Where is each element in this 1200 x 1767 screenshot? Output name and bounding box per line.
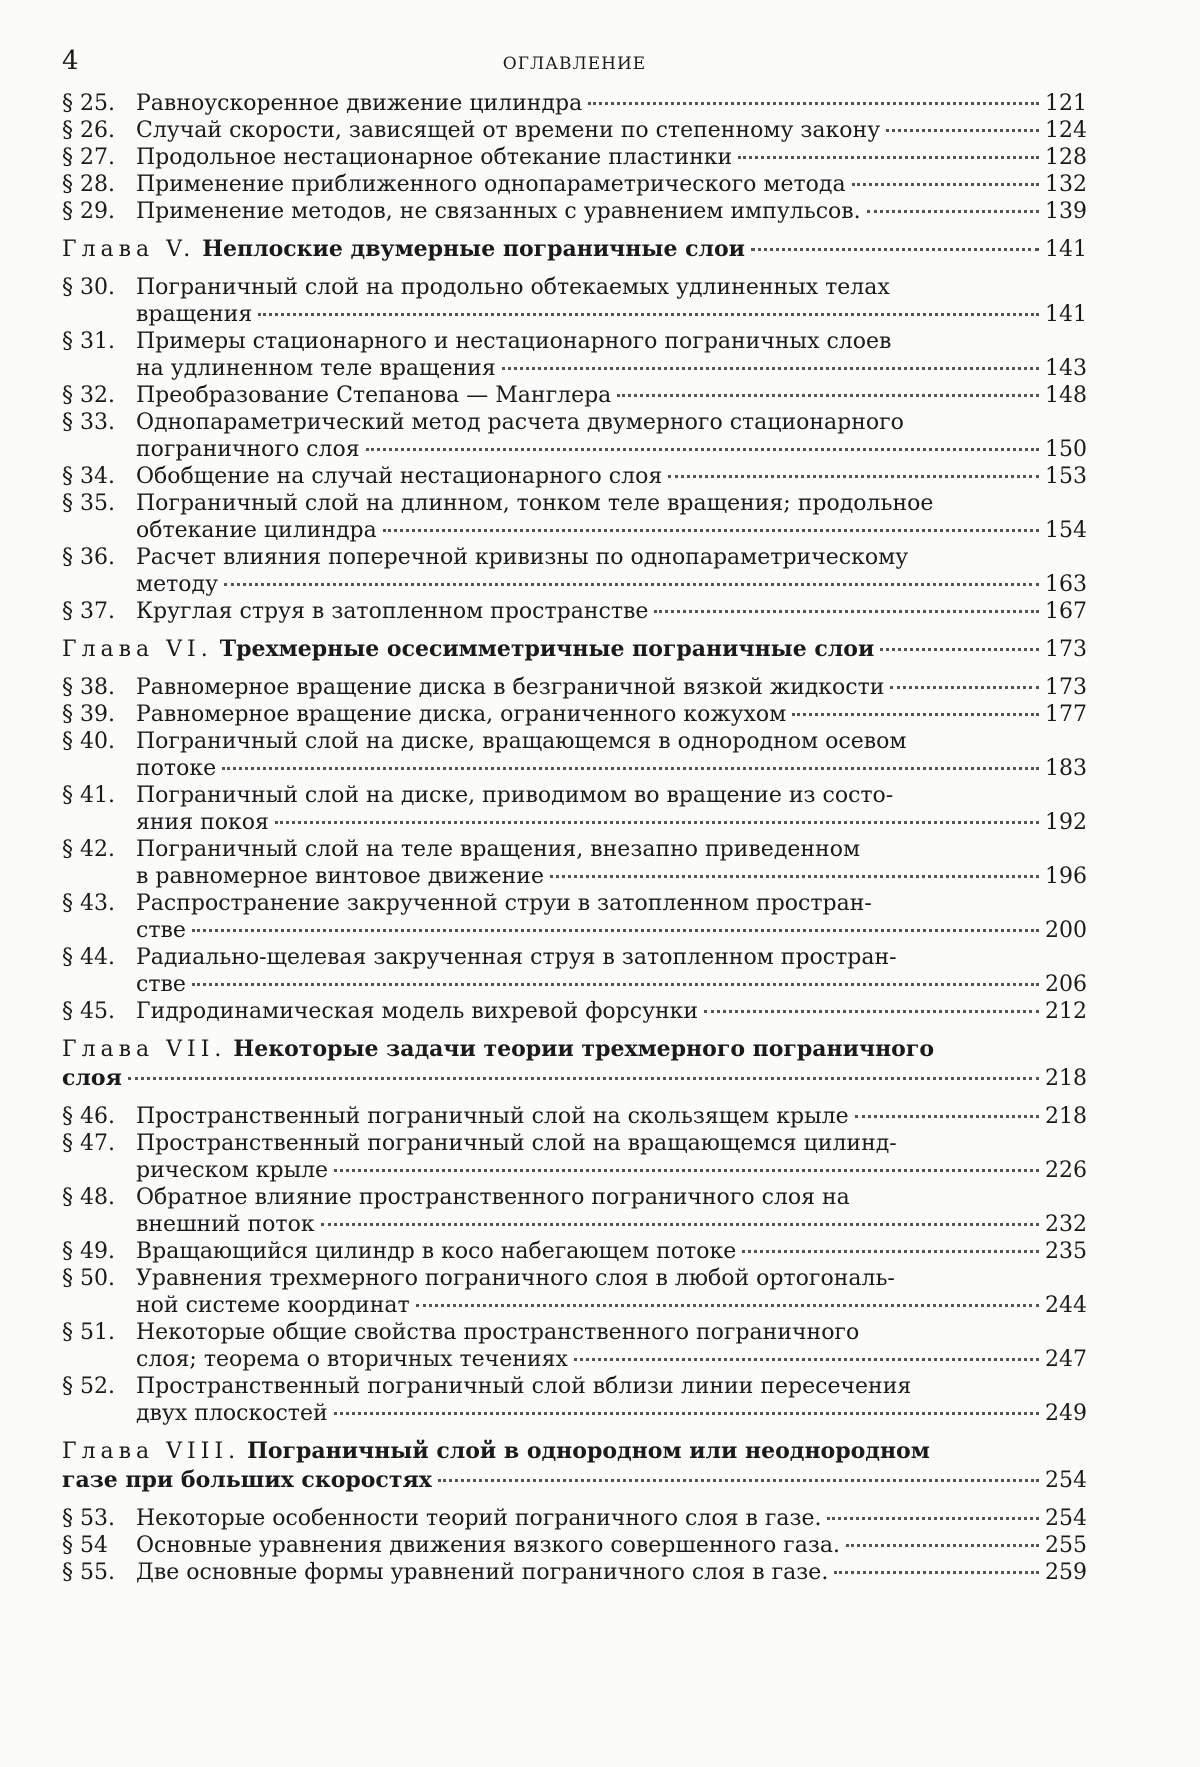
entry-body (136, 198, 1087, 225)
section-title: Пространственный пограничный слой вблизи линии пересечения (136, 1374, 912, 1399)
dot-leader (834, 1571, 1039, 1574)
page-ref: 218 (1045, 1104, 1087, 1129)
section-title: Обобщение на случай нестационарного слоя (136, 464, 663, 489)
chapter-title: газе при больших скоростях (62, 1467, 432, 1493)
entry-line (136, 971, 1087, 998)
entry-body (136, 117, 1087, 144)
entry-body (136, 544, 1087, 598)
entry-body (136, 90, 1087, 117)
entry-line (136, 598, 1087, 625)
entry-line (136, 436, 1087, 463)
page-number: 4 (62, 46, 79, 76)
page-ref: 183 (1045, 756, 1087, 781)
entry-body (136, 1130, 1087, 1184)
section-title: стве (136, 918, 186, 943)
page-ref: 218 (1045, 1066, 1087, 1091)
page-ref: 167 (1045, 599, 1087, 624)
dot-leader (128, 1077, 1039, 1080)
dot-leader (334, 1412, 1039, 1415)
section-number: § 29. (62, 199, 115, 224)
entry-line (136, 1532, 1087, 1559)
section-number: § 43. (62, 891, 115, 916)
entry-line (136, 355, 1087, 382)
entry-line (136, 1157, 1087, 1184)
entry-line (136, 1130, 1087, 1157)
entry-line (62, 1064, 1087, 1093)
section-title: двух плоскостей (136, 1401, 328, 1426)
section-number: § 54 (62, 1533, 108, 1558)
section-number: § 31. (62, 329, 115, 354)
entry-body (62, 235, 1087, 264)
dot-leader (886, 129, 1039, 132)
section-number: § 30. (62, 275, 115, 300)
entry-line (136, 782, 1087, 809)
entry-body (136, 1238, 1087, 1265)
page-ref: 141 (1045, 302, 1087, 327)
dot-leader (258, 313, 1039, 316)
page-ref: 121 (1045, 91, 1087, 116)
page-ref: 255 (1045, 1533, 1087, 1558)
section-title: потоке (136, 756, 217, 781)
section-title: рическом крыле (136, 1158, 329, 1183)
section-title: Пограничный слой на диске, приводимом во вращение из состо- (136, 783, 894, 808)
page-ref: 226 (1045, 1158, 1087, 1183)
entry-line (136, 1400, 1087, 1427)
page-ref: 247 (1045, 1347, 1087, 1372)
entry-line (136, 144, 1087, 171)
section-title: обтекание цилиндра (136, 518, 377, 543)
chapter-heading (62, 635, 1087, 664)
section-entry (62, 1319, 1087, 1373)
entry-line (136, 1373, 1087, 1400)
section-entry (62, 463, 1087, 490)
page-ref: 177 (1045, 702, 1087, 727)
chapter-label: Глава VI. (62, 637, 213, 662)
section-number: § 46. (62, 1104, 115, 1129)
entry-body (62, 1035, 1087, 1093)
entry-line (136, 809, 1087, 836)
section-title: Применение приближенного однопараметрического метода (136, 172, 846, 197)
chapter-title: Трехмерные осесимметричные пограничные слои (219, 636, 875, 662)
section-number: § 49. (62, 1239, 115, 1264)
entry-body (136, 674, 1087, 701)
section-number: § 26. (62, 118, 115, 143)
entry-line (136, 409, 1087, 436)
page-ref: 206 (1045, 972, 1087, 997)
section-number: § 25. (62, 91, 115, 116)
entry-line (136, 1292, 1087, 1319)
section-title: Радиально-щелевая закрученная струя в затопленном простран- (136, 945, 897, 970)
entry-line (62, 1466, 1087, 1495)
entry-body (136, 1319, 1087, 1373)
entry-body (136, 1532, 1087, 1559)
entry-line (136, 382, 1087, 409)
chapter-title: Пограничный слой в однородном или неоднородном (247, 1438, 930, 1464)
entry-body (136, 782, 1087, 836)
section-number: § 34. (62, 464, 115, 489)
page-ref: 139 (1045, 199, 1087, 224)
section-title: Пограничный слой на теле вращения, внезапно приведенном (136, 837, 861, 862)
section-entry (62, 836, 1087, 890)
section-title: вращения (136, 302, 253, 327)
entry-body (136, 998, 1087, 1025)
entry-line (136, 863, 1087, 890)
section-number: § 52. (62, 1374, 115, 1399)
dot-leader (617, 394, 1039, 397)
dot-leader (334, 1169, 1039, 1172)
dot-leader (738, 156, 1039, 159)
section-entry (62, 598, 1087, 625)
section-number: § 38. (62, 675, 115, 700)
dot-leader (827, 1517, 1039, 1520)
entry-line (136, 490, 1087, 517)
section-entry (62, 90, 1087, 117)
chapter-heading (62, 1035, 1087, 1093)
section-number: § 36. (62, 545, 115, 570)
section-title: Обратное влияние пространственного пограничного слоя на (136, 1185, 850, 1210)
section-title: Пространственный пограничный слой на скользящем крыле (136, 1104, 849, 1129)
entry-line (136, 90, 1087, 117)
entry-body (136, 463, 1087, 490)
entry-line (136, 198, 1087, 225)
entry-line (136, 463, 1087, 490)
entry-body (136, 1184, 1087, 1238)
page-ref: 132 (1045, 172, 1087, 197)
page-ref: 124 (1045, 118, 1087, 143)
entry-line (136, 1319, 1087, 1346)
section-title: Равномерное вращение диска, ограниченного кожухом (136, 702, 787, 727)
section-entry (62, 1130, 1087, 1184)
entry-body (136, 328, 1087, 382)
section-title: Пограничный слой на диске, вращающемся в однородном осевом (136, 729, 907, 754)
section-entry (62, 544, 1087, 598)
section-title: Продольное нестационарное обтекание пластинки (136, 145, 733, 170)
entry-body (136, 144, 1087, 171)
section-entry (62, 490, 1087, 544)
section-number: § 51. (62, 1320, 115, 1345)
entry-body (136, 1505, 1087, 1532)
dot-leader (890, 686, 1039, 689)
page-ref: 200 (1045, 918, 1087, 943)
entry-line (136, 701, 1087, 728)
section-entry (62, 1103, 1087, 1130)
section-number: § 27. (62, 145, 115, 170)
section-entry (62, 674, 1087, 701)
section-entry (62, 782, 1087, 836)
dot-leader (383, 529, 1039, 532)
page-ref: 254 (1045, 1506, 1087, 1531)
dot-leader (742, 1250, 1039, 1253)
section-title: на удлиненном теле вращения (136, 356, 496, 381)
page-ref: 192 (1045, 810, 1087, 835)
section-title: Случай скорости, зависящей от времени по степенному закону (136, 118, 881, 143)
entry-line (136, 301, 1087, 328)
entry-line (136, 1184, 1087, 1211)
section-number: § 55. (62, 1560, 115, 1585)
chapter-label: Глава VIII. (62, 1439, 241, 1464)
chapter-label: Глава V. (62, 237, 196, 262)
chapter-title: Неплоские двумерные пограничные слои (202, 236, 745, 262)
section-number: § 41. (62, 783, 115, 808)
dot-leader (550, 875, 1039, 878)
page-ref: 254 (1045, 1468, 1087, 1493)
section-title: слоя; теорема о вторичных течениях (136, 1347, 568, 1372)
page-ref: 232 (1045, 1212, 1087, 1237)
entry-line (136, 890, 1087, 917)
page-ref: 148 (1045, 383, 1087, 408)
entry-body (62, 635, 1087, 664)
section-entry (62, 890, 1087, 944)
entry-body (136, 1559, 1087, 1586)
section-number: § 53. (62, 1506, 115, 1531)
page-ref: 244 (1045, 1293, 1087, 1318)
entry-body (62, 1437, 1087, 1495)
page-ref: 196 (1045, 864, 1087, 889)
dot-leader (321, 1223, 1039, 1226)
section-entry (62, 1505, 1087, 1532)
section-entry (62, 1238, 1087, 1265)
section-title: Пространственный пограничный слой на вращающемся цилинд- (136, 1131, 897, 1156)
section-title: Вращающийся цилиндр в косо набегающем потоке (136, 1239, 737, 1264)
section-entry (62, 144, 1087, 171)
entry-line (136, 1265, 1087, 1292)
entry-body (136, 890, 1087, 944)
entry-body (136, 598, 1087, 625)
entry-line (62, 635, 1087, 664)
entry-body (136, 274, 1087, 328)
section-title: Распространение закрученной струи в затопленном простран- (136, 891, 872, 916)
entry-line (136, 836, 1087, 863)
section-entry (62, 1532, 1087, 1559)
page (62, 40, 1087, 1586)
page-ref: 150 (1045, 437, 1087, 462)
chapter-title: слоя (62, 1065, 122, 1091)
entry-body (136, 701, 1087, 728)
dot-leader (852, 183, 1039, 186)
section-title: Применение методов, не связанных с уравнением импульсов. (136, 199, 861, 224)
page-ref: 173 (1045, 637, 1087, 662)
entry-body (136, 382, 1087, 409)
section-number: § 40. (62, 729, 115, 754)
entry-line (62, 235, 1087, 264)
section-title: Гидродинамическая модель вихревой форсунки (136, 999, 699, 1024)
running-head (62, 40, 1087, 90)
dot-leader (751, 248, 1039, 251)
section-entry (62, 1265, 1087, 1319)
page-ref: 163 (1045, 572, 1087, 597)
entry-line (136, 917, 1087, 944)
page-ref: 154 (1045, 518, 1087, 543)
section-number: § 37. (62, 599, 115, 624)
entry-body (136, 728, 1087, 782)
entry-body (136, 1265, 1087, 1319)
page-ref: 249 (1045, 1401, 1087, 1426)
section-title: Примеры стационарного и нестационарного пограничных слоев (136, 329, 892, 354)
entry-body (136, 1373, 1087, 1427)
dot-leader (704, 1010, 1039, 1013)
section-entry (62, 409, 1087, 463)
section-title: Круглая струя в затопленном пространстве (136, 599, 649, 624)
entry-body (136, 836, 1087, 890)
page-ref: 212 (1045, 999, 1087, 1024)
section-entry (62, 198, 1087, 225)
section-entry (62, 998, 1087, 1025)
entry-line (136, 517, 1087, 544)
dot-leader (438, 1479, 1039, 1482)
dot-leader (222, 767, 1039, 770)
section-title: в равномерное винтовое движение (136, 864, 544, 889)
chapter-heading (62, 235, 1087, 264)
entry-body (136, 1103, 1087, 1130)
dot-leader (792, 713, 1039, 716)
dot-leader (588, 102, 1039, 105)
entry-line (136, 571, 1087, 598)
page-ref: 235 (1045, 1239, 1087, 1264)
entry-body (136, 944, 1087, 998)
entry-body (136, 171, 1087, 198)
section-number: § 42. (62, 837, 115, 862)
section-entry (62, 382, 1087, 409)
section-number: § 33. (62, 410, 115, 435)
dot-leader (668, 475, 1039, 478)
section-entry (62, 328, 1087, 382)
chapter-heading (62, 1437, 1087, 1495)
page-ref: 128 (1045, 145, 1087, 170)
section-title: Равномерное вращение диска в безграничной вязкой жидкости (136, 675, 885, 700)
section-number: § 44. (62, 945, 115, 970)
section-title: Основные уравнения движения вязкого совершенного газа. (136, 1533, 840, 1558)
section-number: § 47. (62, 1131, 115, 1156)
section-entry (62, 944, 1087, 998)
section-title: Однопараметрический метод расчета двумерного стационарного (136, 410, 904, 435)
entry-line (136, 1103, 1087, 1130)
dot-leader (846, 1544, 1039, 1547)
entry-line (136, 171, 1087, 198)
dot-leader (192, 983, 1039, 986)
page-ref: 153 (1045, 464, 1087, 489)
dot-leader (867, 210, 1039, 213)
entry-line (136, 944, 1087, 971)
entry-line (136, 728, 1087, 755)
entry-line (136, 1211, 1087, 1238)
section-number: § 35. (62, 491, 115, 516)
entry-line (136, 1559, 1087, 1586)
page-ref: 143 (1045, 356, 1087, 381)
section-title: Преобразование Степанова — Манглера (136, 383, 612, 408)
entry-line (136, 1238, 1087, 1265)
page-ref: 259 (1045, 1560, 1087, 1585)
entry-line (136, 544, 1087, 571)
section-title: яния покоя (136, 810, 269, 835)
entry-line (136, 998, 1087, 1025)
dot-leader (855, 1115, 1039, 1118)
dot-leader (366, 448, 1039, 451)
dot-leader (416, 1304, 1039, 1307)
dot-leader (224, 583, 1039, 586)
table-of-contents (62, 90, 1087, 1586)
entry-line (136, 328, 1087, 355)
section-title: пограничного слоя (136, 437, 360, 462)
entry-body (136, 490, 1087, 544)
entry-line (62, 1035, 1087, 1064)
section-number: § 45. (62, 999, 115, 1024)
section-entry (62, 1559, 1087, 1586)
section-entry (62, 701, 1087, 728)
entry-line (136, 1346, 1087, 1373)
dot-leader (502, 367, 1039, 370)
chapter-title: Некоторые задачи теории трехмерного пограничного (233, 1036, 934, 1062)
section-title: Пограничный слой на продольно обтекаемых удлиненных телах (136, 275, 890, 300)
entry-line (136, 117, 1087, 144)
section-entry (62, 117, 1087, 144)
section-title: Расчет влияния поперечной кривизны по однопараметрическому (136, 545, 909, 570)
section-number: § 39. (62, 702, 115, 727)
entry-line (136, 674, 1087, 701)
section-number: § 50. (62, 1266, 115, 1291)
entry-line (136, 755, 1087, 782)
section-title: Некоторые общие свойства пространственного пограничного (136, 1320, 860, 1345)
section-title: Равноускоренное движение цилиндра (136, 91, 583, 116)
header-title: ОГЛАВЛЕНИЕ (502, 54, 647, 74)
page-ref: 173 (1045, 675, 1087, 700)
section-title: методу (136, 572, 219, 597)
dot-leader (574, 1358, 1039, 1361)
section-title: Пограничный слой на длинном, тонком теле вращения; продольное (136, 491, 934, 516)
section-entry (62, 171, 1087, 198)
section-entry (62, 1184, 1087, 1238)
section-title: Некоторые особенности теорий пограничного слоя в газе. (136, 1506, 822, 1531)
section-entry (62, 274, 1087, 328)
section-entry (62, 728, 1087, 782)
section-title: ной системе координат (136, 1293, 410, 1318)
dot-leader (654, 610, 1039, 613)
section-entry (62, 1373, 1087, 1427)
dot-leader (880, 648, 1039, 651)
chapter-label: Глава VII. (62, 1037, 227, 1062)
page-ref: 141 (1045, 237, 1087, 262)
section-number: § 48. (62, 1185, 115, 1210)
dot-leader (275, 821, 1039, 824)
entry-line (62, 1437, 1087, 1466)
section-number: § 32. (62, 383, 115, 408)
entry-line (136, 274, 1087, 301)
dot-leader (192, 929, 1039, 932)
section-title: Две основные формы уравнений пограничного слоя в газе. (136, 1560, 829, 1585)
entry-body (136, 409, 1087, 463)
section-title: внешний поток (136, 1212, 315, 1237)
entry-line (136, 1505, 1087, 1532)
section-title: стве (136, 972, 186, 997)
section-title: Уравнения трехмерного пограничного слоя в любой ортогональ- (136, 1266, 895, 1291)
section-number: § 28. (62, 172, 115, 197)
